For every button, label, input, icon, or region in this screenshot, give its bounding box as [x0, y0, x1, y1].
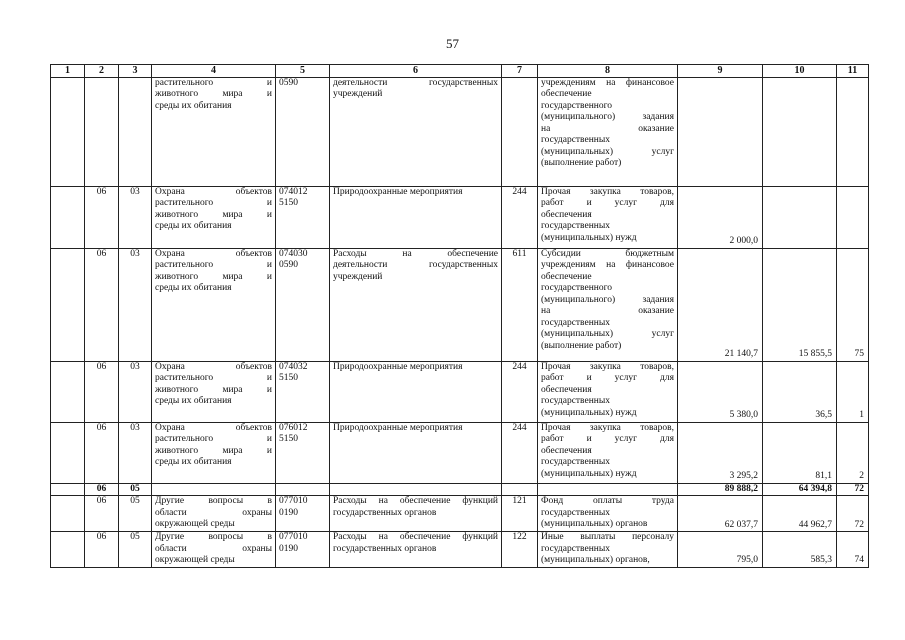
cell-col-4 — [152, 361, 276, 422]
cell-line: государственных — [541, 507, 611, 518]
cell-col-2: 06 — [85, 483, 119, 496]
cell-col-11: 2 — [837, 422, 869, 483]
cell-col-7: 244 — [502, 361, 538, 422]
cell-line: Иные выплаты персоналу — [541, 532, 674, 542]
cell-col-4 — [152, 77, 276, 186]
cell-line: животного мира и — [155, 384, 272, 395]
cell-col-8 — [538, 422, 678, 483]
cell-col-9: 795,0 — [678, 532, 763, 568]
cell-line: 0190 — [279, 543, 298, 554]
cell-col-9: 21 140,7 — [678, 248, 763, 361]
cell-col-6 — [330, 483, 502, 496]
cell-col-5 — [276, 186, 330, 248]
cell-line: 074030 — [279, 248, 308, 259]
cell-col-6 — [330, 186, 502, 248]
cell-col-2: 06 — [85, 422, 119, 483]
cell-line: среды их обитания — [155, 221, 232, 231]
cell-line: государственных органов — [333, 507, 437, 518]
cell-line: 074032 — [279, 361, 308, 372]
cell-col-10: 81,1 — [763, 422, 837, 483]
cell-col-4 — [152, 483, 276, 496]
cell-line: 077010 — [279, 496, 308, 506]
cell-line: (муниципальных) органов — [541, 519, 648, 529]
cell-col-7 — [502, 483, 538, 496]
column-header-7: 7 — [502, 65, 538, 78]
cell-col-10 — [763, 77, 837, 186]
cell-col-11: 72 — [837, 483, 869, 496]
cell-col-10: 585,3 — [763, 532, 837, 568]
cell-col-7: 122 — [502, 532, 538, 568]
column-header-1: 1 — [51, 65, 85, 78]
cell-line: (муниципальных) нужд — [541, 232, 637, 243]
cell-col-1 — [51, 186, 85, 248]
cell-col-2: 06 — [85, 496, 119, 532]
cell-line: 076012 — [279, 422, 308, 433]
cell-line: государственных органов — [333, 543, 437, 554]
cell-line: Природоохранные мероприятия — [333, 186, 463, 197]
cell-line: Охрана объектов — [155, 186, 272, 197]
cell-col-6 — [330, 496, 502, 532]
cell-col-11: 75 — [837, 248, 869, 361]
cell-line: обеспечения — [541, 384, 592, 395]
cell-col-3: 05 — [119, 532, 152, 568]
cell-line: работ и услуг для — [541, 434, 674, 444]
cell-col-2: 06 — [85, 532, 119, 568]
cell-line: 5150 — [279, 198, 298, 208]
cell-line: (муниципальных) нужд — [541, 468, 637, 479]
budget-table — [50, 64, 869, 568]
table-row — [51, 186, 869, 248]
cell-col-8 — [538, 77, 678, 186]
cell-line: области охраны — [155, 543, 272, 554]
cell-line: (муниципального) задания — [541, 294, 674, 305]
cell-line: государственных — [541, 457, 611, 467]
table-row — [51, 77, 869, 186]
cell-line: животного мира и — [155, 89, 272, 99]
cell-line: обеспечения — [541, 209, 592, 220]
cell-col-10 — [763, 186, 837, 248]
column-header-9: 9 — [678, 65, 763, 78]
column-header-3: 3 — [119, 65, 152, 78]
cell-line: среды их обитания — [155, 100, 232, 111]
cell-col-7: 244 — [502, 186, 538, 248]
cell-line: на оказание — [541, 123, 674, 134]
cell-col-2: 06 — [85, 186, 119, 248]
cell-col-10: 44 962,7 — [763, 496, 837, 532]
cell-col-1 — [51, 248, 85, 361]
cell-col-8 — [538, 186, 678, 248]
cell-line: Расходы на обеспечение функций — [333, 532, 498, 542]
table-body — [51, 77, 869, 567]
cell-line: 074012 — [279, 186, 308, 197]
cell-col-1 — [51, 532, 85, 568]
cell-line: государственных — [541, 221, 611, 231]
cell-col-11: 74 — [837, 532, 869, 568]
cell-line: Прочая закупка товаров, — [541, 361, 674, 372]
cell-col-1 — [51, 361, 85, 422]
cell-line: 0190 — [279, 507, 298, 518]
cell-line: (муниципальных) нужд — [541, 407, 637, 418]
table-row — [51, 361, 869, 422]
cell-col-10: 15 855,5 — [763, 248, 837, 361]
cell-line: 0590 — [279, 260, 298, 270]
cell-col-3 — [119, 77, 152, 186]
cell-col-8 — [538, 361, 678, 422]
cell-line: работ и услуг для — [541, 198, 674, 208]
column-header-10: 10 — [763, 65, 837, 78]
column-header-11: 11 — [837, 65, 869, 78]
cell-line: Охрана объектов — [155, 248, 272, 259]
column-header-4: 4 — [152, 65, 276, 78]
page-number: 57 — [446, 36, 459, 51]
cell-line: государственных — [541, 317, 611, 328]
cell-line: среды их обитания — [155, 457, 232, 467]
cell-line: учреждениям на финансовое — [541, 77, 674, 88]
cell-col-3: 05 — [119, 483, 152, 496]
cell-line: на оказание — [541, 306, 674, 316]
cell-col-5 — [276, 532, 330, 568]
cell-col-9: 3 295,2 — [678, 422, 763, 483]
cell-line: деятельности государственных — [333, 77, 498, 88]
cell-col-6 — [330, 422, 502, 483]
table-row — [51, 422, 869, 483]
cell-line: государственного — [541, 100, 613, 111]
cell-line: государственного — [541, 283, 613, 293]
cell-col-1 — [51, 496, 85, 532]
table-row — [51, 248, 869, 361]
column-header-8: 8 — [538, 65, 678, 78]
cell-line: Прочая закупка товаров, — [541, 422, 674, 433]
cell-col-7: 121 — [502, 496, 538, 532]
cell-line: Субсидии бюджетным — [541, 248, 674, 259]
cell-col-5 — [276, 496, 330, 532]
cell-line: области охраны — [155, 507, 272, 518]
cell-col-6 — [330, 532, 502, 568]
cell-col-10: 36,5 — [763, 361, 837, 422]
cell-col-1 — [51, 77, 85, 186]
cell-line: Природоохранные мероприятия — [333, 361, 463, 372]
cell-line: (выполнение работ) — [541, 340, 622, 351]
cell-col-5 — [276, 248, 330, 361]
cell-line: (выполнение работ) — [541, 158, 622, 168]
cell-line: Охрана объектов — [155, 361, 272, 372]
cell-line: растительного и — [155, 260, 272, 270]
cell-col-11: 1 — [837, 361, 869, 422]
cell-line: растительного и — [155, 434, 272, 444]
cell-line: Природоохранные мероприятия — [333, 422, 463, 433]
column-header-5: 5 — [276, 65, 330, 78]
column-header-6: 6 — [330, 65, 502, 78]
cell-line: Другие вопросы в — [155, 496, 272, 506]
cell-line: Другие вопросы в — [155, 532, 272, 542]
cell-col-9 — [678, 77, 763, 186]
cell-col-5 — [276, 483, 330, 496]
cell-col-5 — [276, 361, 330, 422]
cell-line: Прочая закупка товаров, — [541, 186, 674, 197]
cell-col-2 — [85, 77, 119, 186]
cell-line: работ и услуг для — [541, 373, 674, 383]
cell-col-5 — [276, 77, 330, 186]
cell-line: учреждений — [333, 271, 383, 282]
table-row — [51, 496, 869, 532]
column-header-2: 2 — [85, 65, 119, 78]
cell-line: растительного и — [155, 77, 272, 88]
cell-col-11: 72 — [837, 496, 869, 532]
cell-col-7 — [502, 77, 538, 186]
cell-col-4 — [152, 248, 276, 361]
cell-col-3: 03 — [119, 248, 152, 361]
cell-col-2: 06 — [85, 361, 119, 422]
cell-col-1 — [51, 483, 85, 496]
cell-col-4 — [152, 186, 276, 248]
cell-col-3: 05 — [119, 496, 152, 532]
cell-line: деятельности государственных — [333, 260, 498, 270]
cell-line: растительного и — [155, 198, 272, 208]
cell-col-3: 03 — [119, 422, 152, 483]
cell-col-9: 89 888,2 — [678, 483, 763, 496]
cell-col-9: 5 380,0 — [678, 361, 763, 422]
cell-line: государственных — [541, 396, 611, 406]
cell-col-7: 611 — [502, 248, 538, 361]
cell-col-3: 03 — [119, 186, 152, 248]
cell-col-2: 06 — [85, 248, 119, 361]
cell-col-4 — [152, 532, 276, 568]
cell-col-9: 2 000,0 — [678, 186, 763, 248]
cell-line: Расходы на обеспечение — [333, 248, 498, 259]
cell-line: (муниципального) задания — [541, 112, 674, 122]
cell-line: 5150 — [279, 373, 298, 383]
cell-col-11 — [837, 77, 869, 186]
cell-col-11 — [837, 186, 869, 248]
table-row — [51, 483, 869, 496]
cell-col-8 — [538, 483, 678, 496]
cell-line: обеспечение — [541, 89, 592, 99]
cell-line: учреждений — [333, 89, 383, 99]
cell-line: государственных — [541, 543, 611, 554]
cell-col-6 — [330, 361, 502, 422]
cell-line: окружающей среды — [155, 555, 235, 565]
cell-line: государственных — [541, 135, 611, 145]
cell-col-4 — [152, 496, 276, 532]
cell-line: Охрана объектов — [155, 422, 272, 433]
cell-line: животного мира и — [155, 271, 272, 282]
cell-line: окружающей среды — [155, 519, 235, 529]
cell-col-9: 62 037,7 — [678, 496, 763, 532]
cell-col-1 — [51, 422, 85, 483]
cell-line: учреждениям на финансовое — [541, 260, 674, 270]
cell-col-8 — [538, 496, 678, 532]
table-row — [51, 532, 869, 568]
cell-col-8 — [538, 532, 678, 568]
cell-line: Расходы на обеспечение функций — [333, 496, 498, 506]
cell-line: растительного и — [155, 373, 272, 383]
cell-line: Фонд оплаты труда — [541, 496, 674, 506]
header-row — [51, 65, 869, 78]
cell-col-6 — [330, 77, 502, 186]
cell-line: обеспечения — [541, 445, 592, 456]
cell-line: (муниципальных) услуг — [541, 329, 674, 339]
cell-line: животного мира и — [155, 445, 272, 456]
cell-line: (муниципальных) услуг — [541, 146, 674, 157]
cell-col-5 — [276, 422, 330, 483]
cell-col-7: 244 — [502, 422, 538, 483]
cell-line: среды их обитания — [155, 283, 232, 293]
cell-col-10: 64 394,8 — [763, 483, 837, 496]
cell-line: 0590 — [279, 77, 298, 88]
cell-col-8 — [538, 248, 678, 361]
cell-col-3: 03 — [119, 361, 152, 422]
cell-line: обеспечение — [541, 271, 592, 282]
cell-line: среды их обитания — [155, 396, 232, 406]
cell-line: (муниципальных) органов, — [541, 555, 650, 565]
cell-line: 077010 — [279, 532, 308, 542]
cell-col-6 — [330, 248, 502, 361]
cell-line: животного мира и — [155, 209, 272, 220]
cell-line: 5150 — [279, 434, 298, 444]
cell-col-4 — [152, 422, 276, 483]
